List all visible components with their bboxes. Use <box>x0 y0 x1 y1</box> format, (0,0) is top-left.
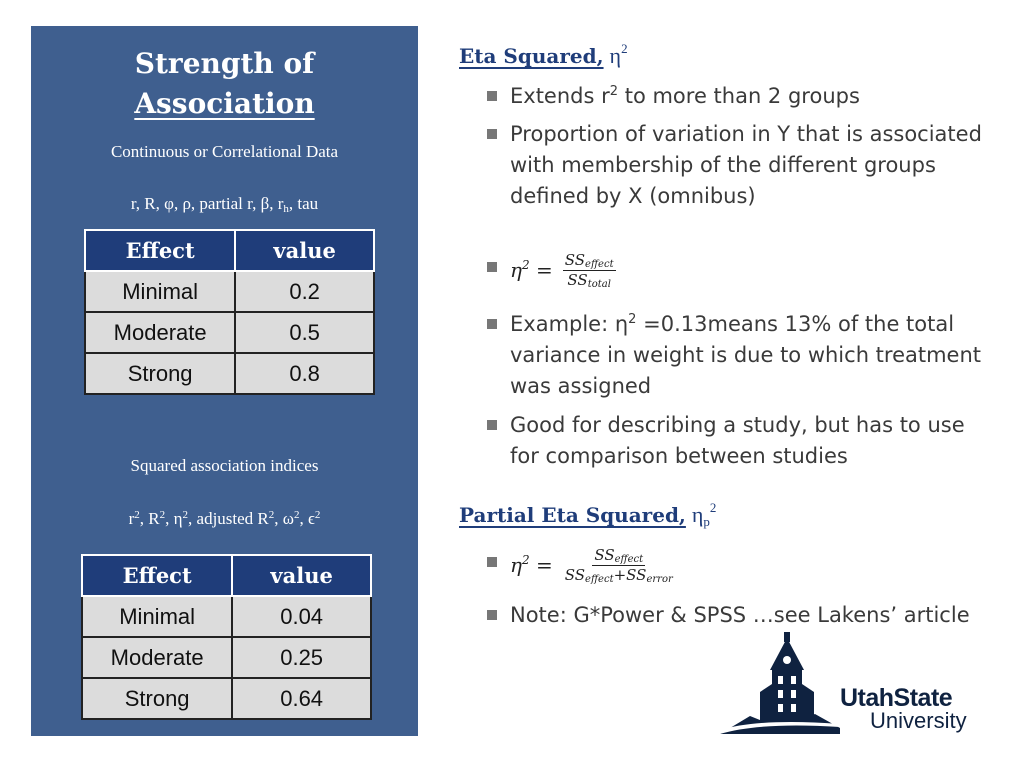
sep: , <box>274 509 283 528</box>
b1-post: to more than 2 groups <box>618 84 860 108</box>
partial-eta-sub: p <box>703 514 710 529</box>
table-row <box>82 678 371 719</box>
sep: , <box>188 509 197 528</box>
sup-2: 2 <box>134 509 140 521</box>
eta-squared-formula <box>510 252 987 290</box>
sym-omega: ω <box>282 509 294 528</box>
effect-cell: Moderate <box>82 637 232 678</box>
effect-cell: Strong <box>85 353 235 394</box>
formula-denominator <box>565 271 613 289</box>
partial-heading-text: Partial Eta Squared, <box>459 503 686 527</box>
formula-lhs <box>510 550 553 581</box>
squared-effect-table <box>81 554 372 720</box>
formula-eta: η <box>510 258 522 283</box>
table-row <box>82 637 371 678</box>
sym-r: r <box>128 509 135 528</box>
bullet-marker <box>487 319 497 329</box>
bullet-eta-formula <box>487 252 987 290</box>
bullet-marker <box>487 557 497 567</box>
num-sub: effect <box>614 554 644 565</box>
formula-sup: 2 <box>521 553 530 568</box>
num-ss: SS <box>594 546 615 564</box>
sym-R: R <box>148 509 160 528</box>
bullet-extends-r2 <box>487 81 987 112</box>
eta-symbol-sup: 2 <box>621 41 628 56</box>
formula-denominator <box>563 566 675 584</box>
num-ss: SS <box>564 251 586 269</box>
panel-title-line2: Association <box>134 87 315 120</box>
old-main-tower-icon <box>720 630 840 740</box>
effect-cell: Strong <box>82 678 232 719</box>
table-row <box>85 312 374 353</box>
formula-eta: η <box>510 553 522 578</box>
logo-wordmark-utahstate: UtahState <box>840 684 953 712</box>
den-ss: SS <box>567 271 588 290</box>
den-sub: total <box>587 279 611 291</box>
bullet-note <box>487 600 987 631</box>
den-sub2: error <box>646 574 673 586</box>
sup-2: 2 <box>182 509 189 521</box>
squared-indices-subtitle: Squared association indices <box>130 456 319 475</box>
symbols1-tail: , tau <box>288 194 319 213</box>
bullet-marker <box>487 262 497 272</box>
left-panel <box>31 26 418 736</box>
formula-fraction <box>563 547 675 585</box>
formula-fraction <box>563 252 616 290</box>
utah-state-logo <box>720 630 990 740</box>
correlation-effect-table <box>84 229 375 395</box>
table-row <box>85 353 374 394</box>
sup-2: 2 <box>268 509 275 521</box>
b4-pre: Example: η <box>510 312 629 336</box>
bullet-example <box>487 309 987 402</box>
eta-heading-text: Eta Squared, <box>459 44 604 68</box>
partial-eta-formula <box>510 547 987 585</box>
partial-eta-sup: 2 <box>709 500 717 515</box>
panel-title-line1: Strength of <box>134 47 315 80</box>
logo-wordmark-university: University <box>870 708 967 733</box>
sep: , <box>165 509 174 528</box>
den-sub1: effect <box>585 574 614 586</box>
num-sub: effect <box>585 259 614 270</box>
bullet-text: Note: G*Power & SPSS …see Lakens’ article <box>510 603 970 627</box>
table-row <box>82 596 371 637</box>
bullet-partial-formula <box>487 547 987 585</box>
correlation-symbols <box>31 194 418 214</box>
formula-equals: = <box>529 258 553 283</box>
value-cell: 0.64 <box>232 678 371 719</box>
value-cell: 0.8 <box>235 353 374 394</box>
partial-eta-squared-heading <box>459 500 717 529</box>
value-cell: 0.5 <box>235 312 374 353</box>
symbols1-subscript: h <box>283 203 289 215</box>
sup-2: 2 <box>314 509 321 521</box>
symbols1-text: r, R, φ, ρ, partial r, β, r <box>130 194 284 213</box>
effect-cell: Moderate <box>85 312 235 353</box>
squared-symbols <box>31 509 418 529</box>
b1-pre: Extends r <box>510 84 610 108</box>
sep: , <box>139 509 149 528</box>
den-plus: + <box>613 566 627 585</box>
value-cell: 0.2 <box>235 271 374 312</box>
bullet-good-for-describing <box>487 410 987 472</box>
formula-numerator <box>592 547 645 566</box>
header-effect: Effect <box>85 230 235 271</box>
effect-cell: Minimal <box>85 271 235 312</box>
bullet-text: Proportion of variation in Y that is associated with membership of the different groups defined by X (omnibus) <box>510 122 982 208</box>
formula-equals: = <box>529 553 553 578</box>
sym-epsilon: ϵ <box>307 509 315 528</box>
partial-eta-symbol: η <box>691 502 704 527</box>
bullet-marker <box>487 420 497 430</box>
header-value: value <box>235 230 374 271</box>
effect-cell: Minimal <box>82 596 232 637</box>
bullet-marker <box>487 129 497 139</box>
b4-post: =0.13means 13% of the total variance in weight is due to which treatment was assigned <box>510 312 982 398</box>
formula-numerator <box>563 252 616 271</box>
bullet-text <box>510 81 987 112</box>
den-ss1: SS <box>564 566 586 585</box>
sep: , <box>299 509 308 528</box>
header-value: value <box>232 555 371 596</box>
table-header-row <box>85 230 374 271</box>
eta-squared-heading <box>459 41 628 68</box>
table-header-row <box>82 555 371 596</box>
eta-heading-symbol <box>610 43 628 68</box>
bullet-proportion-variation <box>487 119 987 212</box>
sym-adjusted-r: adjusted R <box>196 509 269 528</box>
b4-sup: 2 <box>628 312 637 327</box>
bullet-text <box>510 309 987 402</box>
formula-lhs <box>510 255 553 286</box>
sym-eta: η <box>173 509 183 528</box>
formula-sup: 2 <box>521 258 530 273</box>
value-cell: 0.25 <box>232 637 371 678</box>
header-effect: Effect <box>82 555 232 596</box>
bullet-marker <box>487 610 497 620</box>
continuous-data-subtitle: Continuous or Correlational Data <box>110 142 339 161</box>
partial-heading-symbol <box>692 502 717 527</box>
value-cell: 0.04 <box>232 596 371 637</box>
bullet-marker <box>487 91 497 101</box>
sup-2: 2 <box>293 509 300 521</box>
eta-symbol: η <box>609 43 622 68</box>
den-ss2: SS <box>626 566 647 585</box>
sup-2: 2 <box>159 509 166 521</box>
b1-sup: 2 <box>609 84 619 99</box>
bullet-text: Good for describing a study, but has to use for comparison between studies <box>510 413 965 468</box>
table-row <box>85 271 374 312</box>
